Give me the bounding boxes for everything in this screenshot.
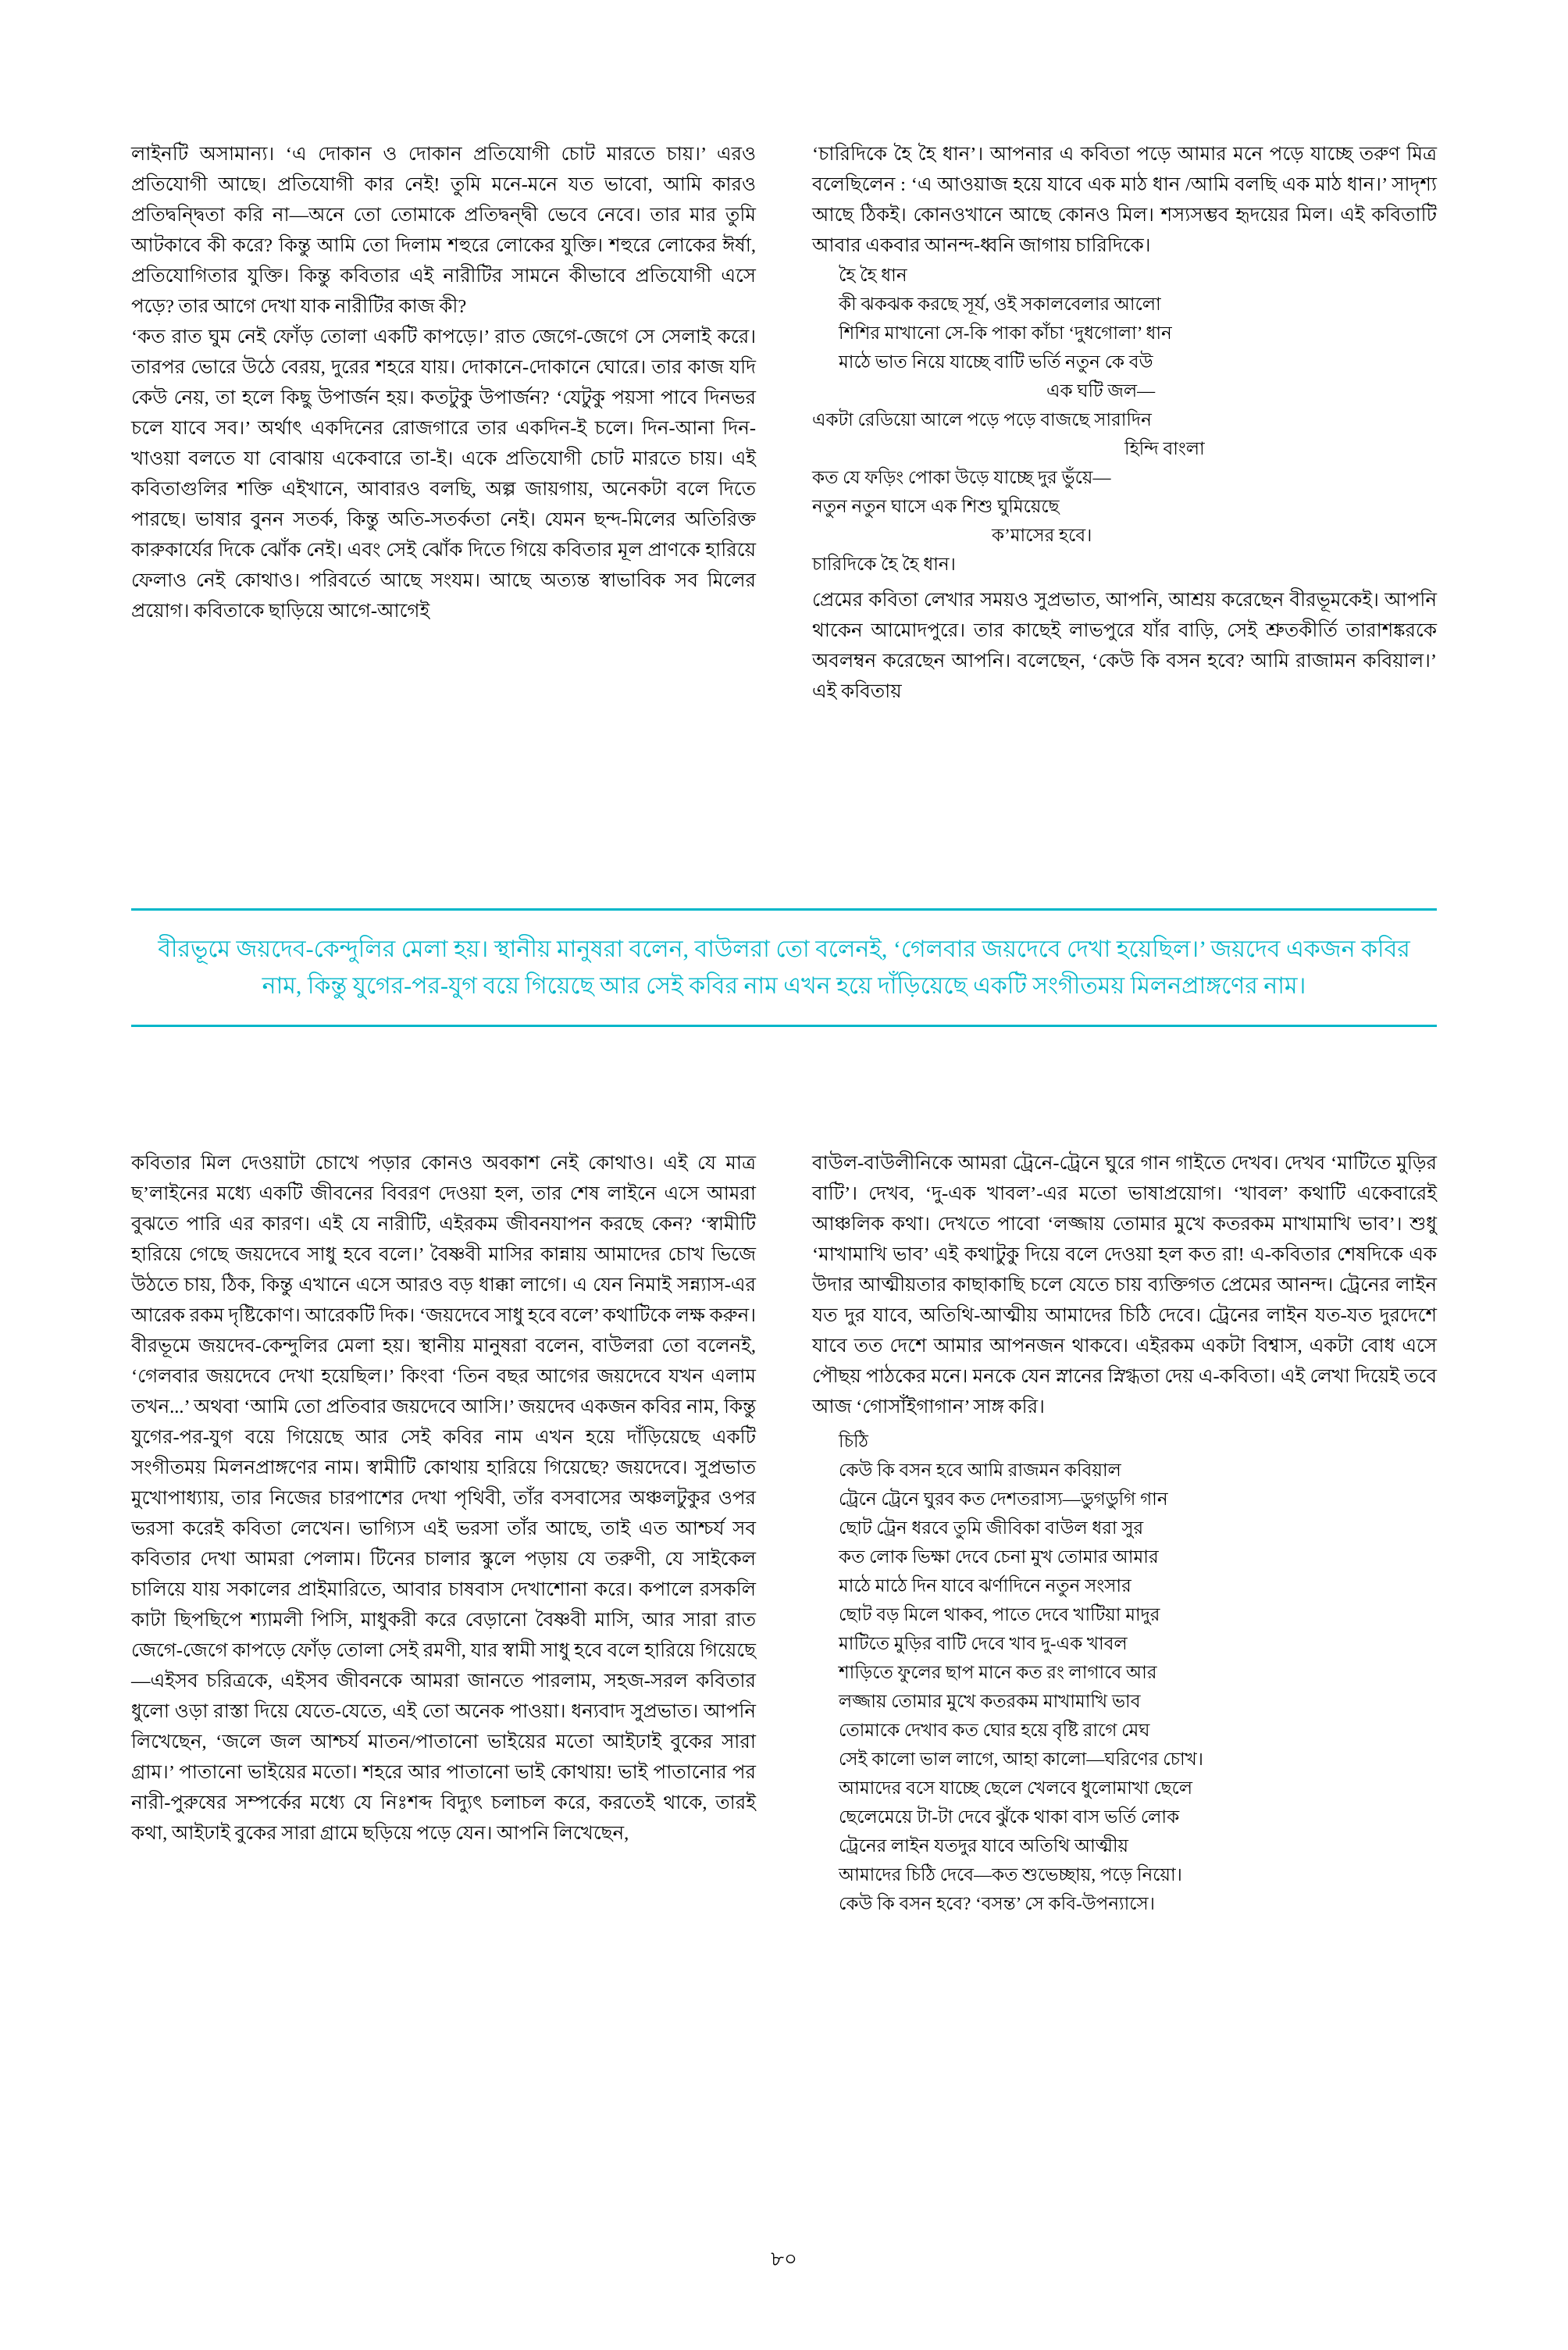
poem-line: মাঠে ভাত নিয়ে যাচ্ছে বাটি ভর্তি নতুন কে বউ xyxy=(839,352,1153,372)
poem-hoi-hoi-dhan xyxy=(812,261,1437,579)
page-number: ৮০ xyxy=(771,2248,797,2270)
poem-line: মাটিতে মুড়ির বাটি দেবে খাব দু-এক খাবল xyxy=(839,1634,1128,1653)
poem-line: কত লোক ভিক্ষা দেবে চেনা মুখ তোমার আমার xyxy=(839,1547,1159,1567)
poem-title: চিঠি xyxy=(839,1432,868,1451)
poem-line: সেই কালো ভাল লাগে, আহা কালো—ঘরিণের চোখ। xyxy=(839,1749,1203,1769)
bottom-two-column-layout xyxy=(131,1148,1437,1918)
poem-line: কেউ কি বসন হবে? ‘বসন্ত’ সে কবি-উপন্যাসে। xyxy=(839,1894,1155,1913)
paragraph: ‘চারিদিকে হৈ হৈ ধান’। আপনার এ কবিতা পড়ে আমার মনে পড়ে যাচ্ছে তরুণ মিত্র বলেছিলেন : ‘এ আওয়াজ হয়ে যাবে এক মাঠ ধান /আমি বলছি এক মাঠ ধান।’ সাদৃশ্য আছে ঠিকই। কোনওখানে আছে কোনও মিল। শস্যসম্ভব হৃদয়ের মিল। এই কবিতাটি আবার একবার আনন্দ-ধ্বনি জাগায় চারিদিকে। xyxy=(812,144,1437,256)
poem-line: ছোট ট্রেন ধরবে তুমি জীবিকা বাউল ধরা সুর xyxy=(839,1518,1144,1538)
poem-line: শিশির মাখানো সে-কি পাকা কাঁচা ‘দুধগোলা’ ধান xyxy=(839,323,1172,343)
poem-line: হিন্দি বাংলা xyxy=(1124,439,1205,458)
bottom-right-column xyxy=(812,1148,1437,1918)
top-two-column-layout xyxy=(131,139,1437,707)
poem-line: এক ঘটি জল— xyxy=(1046,381,1156,401)
poem-line: আমাদের বসে যাচ্ছে ছেলে খেলবে ধুলোমাখা ছেলে xyxy=(839,1778,1192,1798)
pull-quote xyxy=(131,908,1437,1027)
top-right-column xyxy=(812,139,1437,707)
poem-line: ক’মাসের হবে। xyxy=(992,526,1092,545)
paragraph: প্রেমের কবিতা লেখার সময়ও সুপ্রভাত, আপনি, আশ্রয় করেছেন বীরভূমকেই। আপনি থাকেন আমোদপুরে। তার কাছেই লাভপুরে যাঁর বাড়ি, সেই শ্রুতকীর্তি তারাশঙ্করকে অবলম্বন করেছেন আপনি। বলেছেন, ‘কেউ কি বসন হবে? আমি রাজামন কবিয়াল।’ এই কবিতায় xyxy=(812,590,1437,702)
poem-line: চারিদিকে হৈ হৈ ধান। xyxy=(812,555,956,574)
poem-line: লজ্জায় তোমার মুখে কতরকম মাখামাখি ভাব xyxy=(839,1692,1141,1711)
poem-line: আমাদের চিঠি দেবে—কত শুভেচ্ছায়, পড়ে নিয়ো। xyxy=(839,1865,1182,1885)
bottom-section xyxy=(131,1148,1437,1918)
poem-line: শাড়িতে ফুলের ছাপ মানে কত রং লাগাবে আর xyxy=(839,1663,1157,1682)
poem-line: তোমাকে দেখাব কত ঘোর হয়ে বৃষ্টি রাগে মেঘ xyxy=(839,1721,1150,1740)
poem-line: ছোট বড় মিলে থাকব, পাতে দেবে খাটিয়া মাদুর xyxy=(839,1605,1160,1624)
poem-line: নতুন নতুন ঘাসে এক শিশু ঘুমিয়েছে xyxy=(812,497,1060,516)
paragraph: বাউল-বাউলীনিকে আমরা ট্রেনে-ট্রেনে ঘুরে গান গাইতে দেখব। দেখব ‘মাটিতে মুড়ির বাটি’। দেখব, ‘দু-এক খাবল’-এর মতো ভাষাপ্রয়োগ। ‘খাবল’ কথাটি একেবারেই আঞ্চলিক কথা। দেখতে পাবো ‘লজ্জায় তোমার মুখে কতরকম মাখামাখি ভাব’। শুধু ‘মাখামাখি ভাব’ এই কথাটুকু দিয়ে বলে দেওয়া হল কত রা! এ-কবিতার শেষদিকে এক উদার আত্মীয়তার কাছাকাছি চলে যেতে চায় ব্যক্তিগত প্রেমের আনন্দ। ট্রেনের লাইন যত দুর যাবে, অতিথি-আত্মীয় আমাদের চিঠি দেবে। ট্রেনের লাইন যত-যত দুরদেশে যাবে তত দেশে আমার আপনজন থাকবে। এইরকম একটা বিশ্বাস, একটা বোধ এসে পৌছয় পাঠকের মনে। মনকে যেন স্নানের স্নিগ্ধতা দেয় এ-কবিতা। এই লেখা দিয়েই তবে আজ ‘গোসাঁইগাগান’ সাঙ্গ করি। xyxy=(812,1153,1437,1417)
poem-line: একটা রেডিয়ো আলে পড়ে পড়ে বাজছে সারাদিন xyxy=(812,410,1152,430)
poem-title: হৈ হৈ ধান xyxy=(839,266,907,285)
poem-line: ছেলেমেয়ে টা-টা দেবে ঝুঁকে থাকা বাস ভর্তি লোক xyxy=(839,1807,1180,1827)
poem-chithi xyxy=(812,1427,1437,1918)
poem-line: কেউ কি বসন হবে আমি রাজমন কবিয়াল xyxy=(839,1460,1121,1480)
pull-quote-rule-top xyxy=(131,908,1437,911)
poem-line: ট্রেনে ট্রেনে ঘুরব কত দেশতরাস্য—ডুগডুগি গান xyxy=(839,1489,1168,1509)
poem-line: মাঠে মাঠে দিন যাবে ঝর্ণাদিনে নতুন সংসার xyxy=(839,1576,1131,1596)
pull-quote-text: বীরভূমে জয়দেব-কেন্দুলির মেলা হয়। স্থানীয় মানুষরা বলেন, বাউলরা তো বলেনই, ‘গেলবার জয়দেবে দেখা হয়েছিল।’ জয়দেব একজন কবির নাম, কিন্তু যুগের-পর-যুগ বয়ে গিয়েছে আর সেই কবির নাম এখন হয়ে দাঁড়িয়েছে একটি সংগীতময় মিলনপ্রাঙ্গণের নাম। xyxy=(158,936,1410,999)
paragraph: কবিতার মিল দেওয়াটা চোখে পড়ার কোনও অবকাশ নেই কোথাও। এই যে মাত্র ছ’লাইনের মধ্যে একটি জীবনের বিবরণ দেওয়া হল, তার শেষ লাইনে এসে আমরা বুঝতে পারি এর কারণ। এই যে নারীটি, এইরকম জীবনযাপন করছে কেন? ‘স্বামীটি হারিয়ে গেছে জয়দেবে সাধু হবে বলে।’ বৈষ্ণবী মাসির কান্নায় আমাদের চোখ ভিজে উঠতে চায়, ঠিক, কিন্তু এখানে এসে আরও বড় ধাক্কা লাগে। এ যেন নিমাই সন্ন্যাস-এর আরেক রকম দৃষ্টিকোণ। আরেকটি দিক। ‘জয়দেবে সাধু হবে বলে’ কথাটিকে লক্ষ করুন। বীরভূমে জয়দেব-কেন্দুলির মেলা হয়। স্থানীয় মানুষরা বলেন, বাউলরা তো বলেনই, ‘গেলবার জয়দেবে দেখা হয়েছিল।’ কিংবা ‘তিন বছর আগের জয়দেবে যখন এলাম তখন...’ অথবা ‘আমি তো প্রতিবার জয়দেবে আসি।’ জয়দেব একজন কবির নাম, কিন্তু যুগের-পর-যুগ বয়ে গিয়েছে আর সেই কবির নাম এখন হয়ে দাঁড়িয়েছে একটি সংগীতময় মিলনপ্রাঙ্গণের নাম। স্বামীটি কোথায় হারিয়ে গিয়েছে? জয়দেবে। সুপ্রভাত মুখোপাধ্যায়, তার নিজের চারপাশের দেখা পৃথিবী, তাঁর বসবাসের অঞ্চলটুকুর ওপর ভরসা করেই কবিতা লেখেন। ভাগ্যিস এই ভরসা তাঁর আছে, তাই এত আশ্চর্য সব কবিতার দেখা আমরা পেলাম। টিনের চালার স্কুলে পড়ায় যে তরুণী, যে সাইকেল চালিয়ে যায় সকালের প্রাইমারিতে, আবার চাষবাস দেখাশোনা করে। কপালে রসকলি কাটা ছিপছিপে শ্যামলী পিসি, মাধুকরী করে বেড়ানো বৈষ্ণবী মাসি, আর সারা রাত জেগে-জেগে কাপড়ে ফোঁড় তোলা সেই রমণী, যার স্বামী সাধু হবে বলে হারিয়ে গিয়েছে—এইসব চরিত্রকে, এইসব জীবনকে আমরা জানতে পারলাম, সহজ-সরল কবিতার ধুলো ওড়া রাস্তা দিয়ে যেতে-যেতে, এই তো অনেক পাওয়া। ধন্যবাদ সুপ্রভাত। আপনি লিখেছেন, ‘জলে জল আশ্চর্য মাতন/পাতানো ভাইয়ের মতো আইঢাই বুকের সারা গ্রাম।’ পাতানো ভাইয়ের মতো। শহরে আর পাতানো ভাই কোথায়! ভাই পাতানোর পর নারী-পুরুষের সম্পর্কের মধ্যে যে নিঃশব্দ বিদ্যুৎ চলাচল করে, করতেই থাকে, তারই কথা, আইঢাই বুকের সারা গ্রামে ছড়িয়ে পড়ে যেন। আপনি লিখেছেন, xyxy=(131,1153,757,1844)
paragraph: লাইনটি অসামান্য। ‘এ দোকান ও দোকান প্রতিযোগী চোট মারতে চায়।’ এরও প্রতিযোগী আছে। প্রতিযোগী কার নেই! তুমি মনে-মনে যত ভাবো, আমি কারও প্রতিদ্বন্দ্বিতা করি না—অনে তো তোমাকে প্রতিদ্বন্দ্বী ভেবে নেবে। তার মার তুমি আটকাবে কী করে? কিন্তু আমি তো দিলাম শহুরে লোকের যুক্তি। শহুরে লোকের ঈর্ষা, প্রতিযোগিতার যুক্তি। কিন্তু কবিতার এই নারীটির সামনে কীভাবে প্রতিযোগী এসে পড়ে? তার আগে দেখা যাক নারীটির কাজ কী? xyxy=(131,144,756,317)
poem-line: ট্রেনের লাইন যতদুর যাবে অতিথি আত্মীয় xyxy=(839,1836,1129,1856)
top-section xyxy=(131,139,1437,707)
pull-quote-rule-bottom xyxy=(131,1025,1437,1027)
top-left-column xyxy=(131,139,756,707)
bottom-left-column xyxy=(131,1148,756,1918)
paragraph: ‘কত রাত ঘুম নেই ফোঁড় তোলা একটি কাপড়ে।’ রাত জেগে-জেগে সে সেলাই করে। তারপর ভোরে উঠে বেরয়, দুরের শহরে যায়। দোকানে-দোকানে ঘোরে। তার কাজ যদি কেউ নেয়, তা হলে কিছু উপার্জন হয়। কতটুকু উপার্জন? ‘যেটুকু পয়সা পাবে দিনভর চলে যাবে সব।’ অর্থাৎ একদিনের রোজগারে তার একদিন-ই চলে। দিন-আনা দিন-খাওয়া বলতে যা বোঝায় একেবারে তা-ই। একে প্রতিযোগী চোট মারতে চায়। এই কবিতাগুলির শক্তি এইখানে, আবারও বলছি, অল্প জায়গায়, অনেকটা বলে দিতে পারছে। ভাষার বুনন সতর্ক, কিন্তু অতি-সতর্কতা নেই। যেমন ছন্দ-মিলের অতিরিক্ত কারুকার্যের দিকে ঝোঁক নেই। এবং সেই ঝোঁক দিতে গিয়ে কবিতার মূল প্রাণকে হারিয়ে ফেলাও নেই কোথাও। পরিবর্তে আছে সংযম। আছে অত্যন্ত স্বাভাবিক সব মিলের প্রয়োগ। কবিতাকে ছাড়িয়ে আগে-আগেই xyxy=(131,326,756,622)
poem-line: কত যে ফড়িং পোকা উড়ে যাচ্ছে দুর ভুঁয়ে— xyxy=(812,468,1111,487)
poem-line: কী ঝকঝক করছে সূর্য, ওই সকালবেলার আলো xyxy=(839,294,1161,314)
